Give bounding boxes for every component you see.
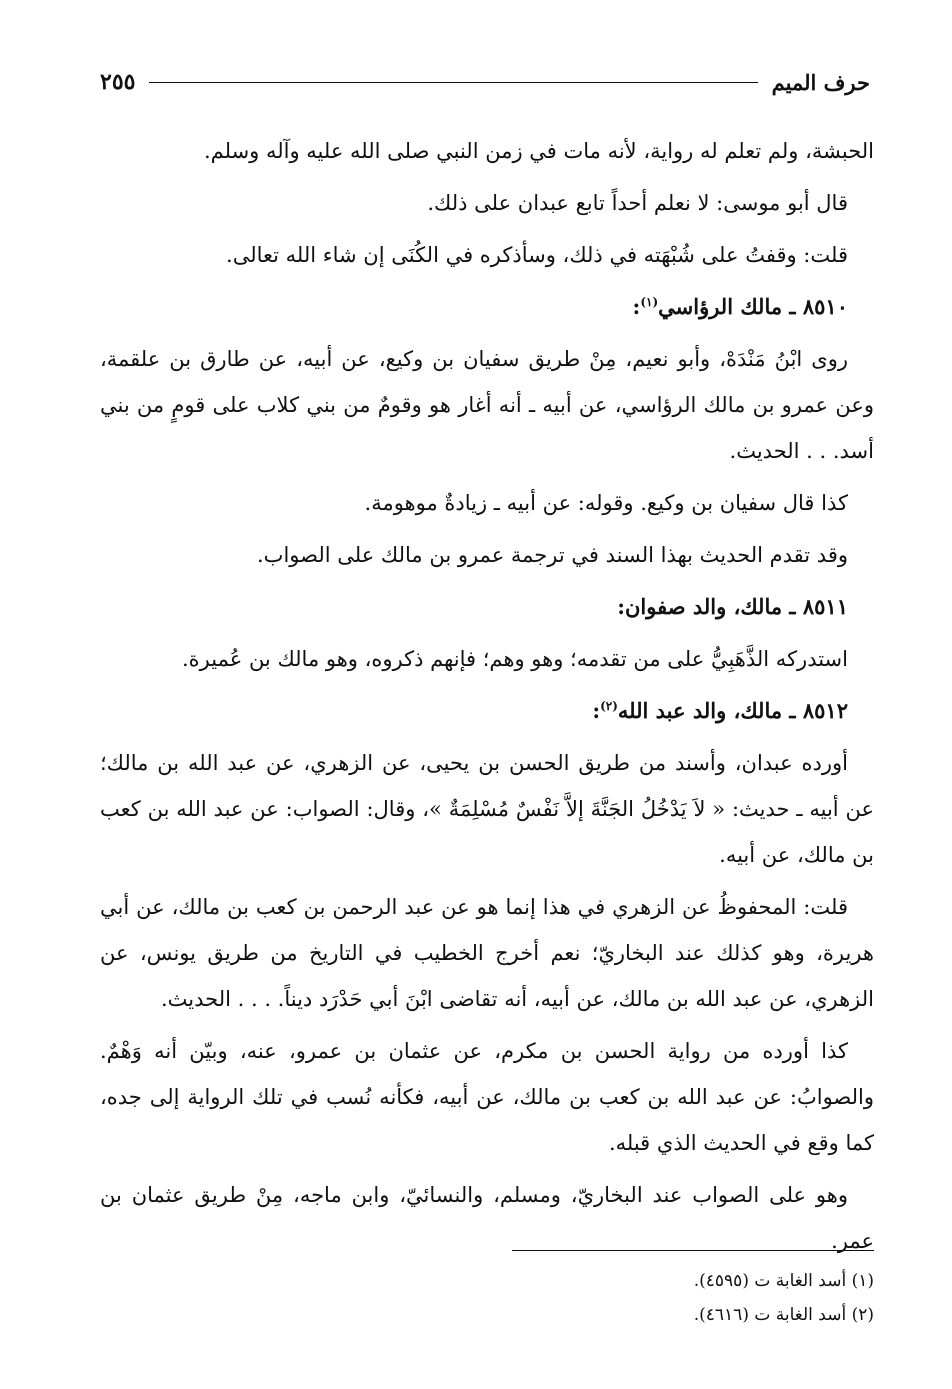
entry-colon: : (632, 294, 641, 319)
footnote-separator (512, 1250, 874, 1251)
text-paragraph: قلت: المحفوظُ عن الزهري في هذا إنما هو عن عبد الرحمن بن كعب بن مالك، عن أبي هريرة، وهو كذلك عند البخاريّ؛ نعم أخرج الخطيب في التاريخ من طريق يونس، عن الزهري، عن عبد الله بن مالك، عن أبيه، أنه تقاضى ابْنَ أبي حَدْرَد ديناً. . . . الحديث. (100, 895, 874, 1011)
entry-title: ٨٥١٢ ـ مالك، والد عبد الله (617, 698, 848, 723)
footnote-ref: (٢) (600, 699, 618, 713)
text-paragraph: وقد تقدم الحديث بهذا السند في ترجمة عمرو بن مالك على الصواب. (257, 543, 848, 567)
entry-heading (100, 284, 874, 330)
entry-title: ٨٥١٠ ـ مالك الرؤاسي (658, 294, 848, 319)
text-paragraph: قال أبو موسى: لا نعلم أحداً تابع عبدان على ذلك. (427, 191, 848, 215)
text-paragraph: روى ابْنُ مَنْدَهْ، وأبو نعيم، مِنْ طريق سفيان بن وكيع، عن أبيه، عن طارق بن علقمة، وعن عمرو بن مالك الرؤاسي، عن أبيه ـ أنه أغار هو وقومٌ من بني كلاب على قومٍ من بني أسد. . . الحديث. (100, 347, 874, 463)
text-paragraph: قلت: وقفتُ على شُبْهَته في ذلك، وسأذكره في الكُنَى إن شاء الله تعالى. (226, 243, 848, 267)
section-title: حرف الميم (771, 69, 870, 95)
text-paragraph: كذا أورده من رواية الحسن بن مكرم، عن عثمان بن عمرو، عنه، وبيّن أنه وَهْمٌ. والصوابُ: عن عبد الله بن كعب بن مالك، عن أبيه، فكأنه نُسب في تلك الرواية إلى جده، كما وقع في الحديث الذي قبله. (100, 1039, 874, 1155)
main-text (100, 128, 874, 1270)
text-paragraph: وهو على الصواب عند البخاريّ، ومسلم، والنسائيّ، وابن ماجه، مِنْ طريق عثمان بن عمر. (100, 1183, 874, 1253)
text-paragraph: كذا قال سفيان بن وكيع. وقوله: عن أبيه ـ زيادةٌ موهومة. (364, 491, 848, 515)
entry-colon: : (592, 698, 601, 723)
page-number: ٢٥٥ (100, 69, 136, 95)
footnote-ref: (١) (640, 295, 659, 309)
entry-title: ٨٥١١ ـ مالك، والد صفوان (625, 594, 848, 619)
footnote: (١) أسد الغابة ت (٤٥٩٥). (693, 1271, 874, 1291)
entry-heading (100, 688, 874, 734)
header-rule (149, 82, 757, 83)
text-paragraph: أورده عبدان، وأسند من طريق الحسن بن يحيى، عن الزهري، عن عبد الله بن مالك؛ عن أبيه ـ حديث: « لاَ يَدْخُلُ الجَنَّةَ إلاَّ نَفْسٌ مُسْلِمَةٌ »، وقال: الصواب: عن عبد الله بن كعب بن مالك، عن أبيه. (100, 751, 874, 867)
footnote: (٢) أسد الغابة ت (٤٦١٦). (693, 1305, 874, 1325)
footnotes (100, 1264, 874, 1332)
text-paragraph: استدركه الذَّهَبِيُّ على من تقدمه؛ وهو وهم؛ فإنهم ذكروه، وهو مالك بن عُميرة. (182, 647, 848, 671)
entry-colon: : (617, 594, 625, 619)
text-paragraph: الحبشة، ولم تعلم له رواية، لأنه مات في زمن النبي صلى الله عليه وآله وسلم. (203, 139, 874, 163)
entry-heading (100, 584, 874, 630)
running-header (100, 62, 870, 102)
